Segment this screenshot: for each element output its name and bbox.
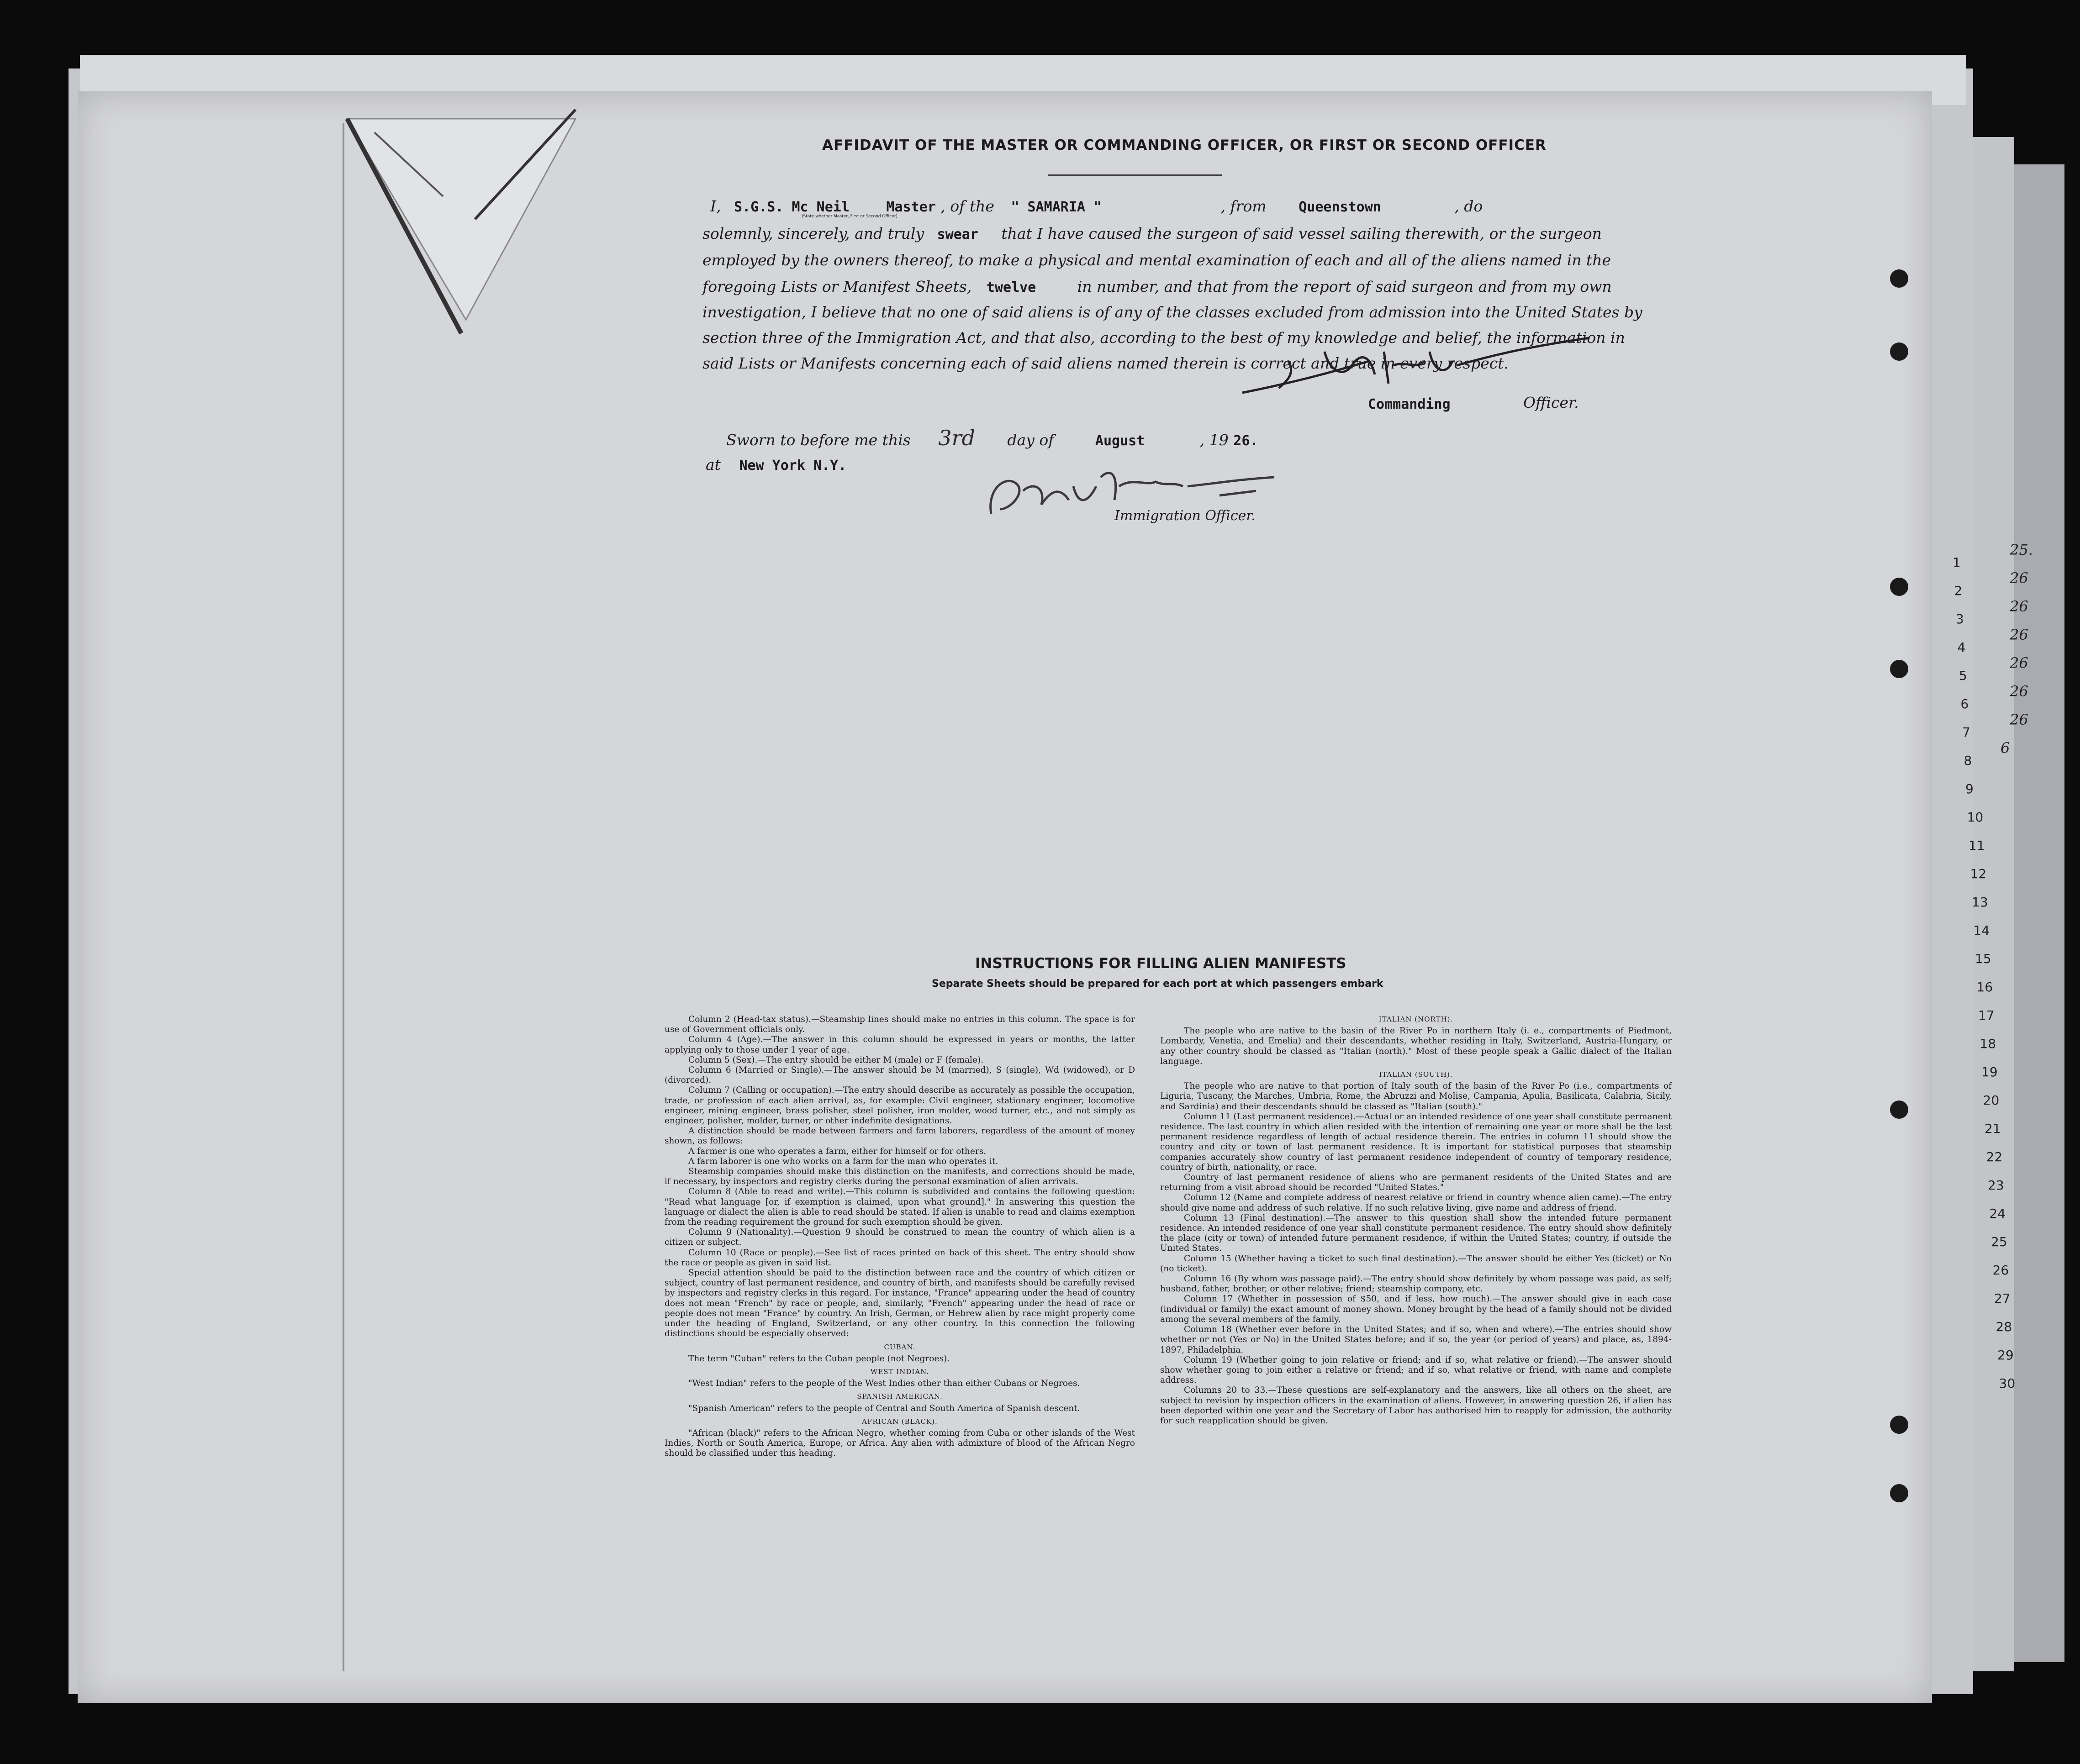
instruction-paragraph: Column 17 (Whether in possession of $50, and if less, how much).—The answer should give in each case (individual or family) the exact amount of money shown. Money brought by the head of a family should not be divided among the several members of the family. [1160,1294,1672,1324]
officer-rank: Master [886,199,936,215]
affidavit-line-4 [702,278,1612,295]
affidavit-line-6: section three of the Immigration Act, and that also, according to the best of my knowledge and belief, the information in [702,329,1625,347]
row-number: 4 [1957,640,1966,655]
instruction-paragraph: The people who are native to the basin of the River Po in northern Italy (i. e., compartments of Piedmont, Lombardy, Venetia, and Emelia) and their descendants, whether residing in Italy, Switzerland, Austria-Hungary, or any other country should be classed as "Italian (north)." Most of these people speak a Gallic dialect of the Italian language. [1160,1026,1672,1066]
instruction-paragraph: Column 19 (Whether going to join relative or friend; and if so, what relative or friend).—The answer should show whether going to join either a relative or friend; and if so, what relative or friend, with name and complete address. [1160,1355,1672,1385]
row-number: 11 [1969,838,1985,853]
sworn-year: 26. [1233,433,1258,449]
instruction-paragraph: Columns 20 to 33.—These questions are self-explanatory and the answers, like all others on the sheet, are subject to revision by inspection officers in the examination of aliens. However, in answering question 26, if alien has been deported within one year and the Secretary of Labor has authorised him to reapply for admission, the authority for such reapplication should be given. [1160,1385,1672,1426]
instruction-paragraph: The people who are native to that portion of Italy south of the basin of the River Po (i.e., compartments of Liguria, Tuscany, the Marches, Umbria, Rome, the Abruzzi and Molise, Campania, Apulia, Basilicata, Calabria, Sicily, and Sardinia) and their descendants should be classed as "Italian (south)." [1160,1081,1672,1111]
section-heading: AFRICAN (BLACK). [862,1417,938,1426]
margin-annotation: 26 [2010,711,2028,728]
instruction-paragraph: A farmer is one who operates a farm, either for himself or for others. [688,1146,987,1156]
row-number: 23 [1988,1178,2004,1193]
instruction-paragraph: Column 9 (Nationality).—Question 9 should be construed to mean the country of which alien is a citizen or subject. [665,1227,1135,1248]
sworn-day: 3rd [938,426,975,450]
folded-corner-mark [338,105,630,342]
row-number: 2 [1954,583,1963,598]
instruction-paragraph: Steamship companies should make this distinction on the manifests, and corrections should be made, if necessary, by inspectors and registry clerks during the personal examination of alien arrivals. [665,1167,1135,1187]
instructions-right-column [1160,1011,1672,1426]
row-number: 9 [1965,781,1974,796]
margin-annotation: 6 [2001,739,2010,757]
row-number: 21 [1985,1121,2001,1136]
text: foregoing Lists or Manifest Sheets, [702,278,972,295]
departure-port: Queenstown [1299,199,1381,215]
instruction-paragraph: A farm laborer is one who works on a farm for the man who operates it. [688,1156,998,1166]
text: day of [1007,431,1054,449]
oath-word: swear [937,226,978,242]
title-rule [1048,174,1222,176]
sworn-line [726,426,1258,450]
margin-annotation: 26 [2010,683,2028,700]
instruction-paragraph: Column 10 (Race or people).—See list of races printed on back of this sheet. The entry should show the race or people as given in said list. [665,1248,1135,1268]
row-number: 28 [1996,1319,2012,1334]
place-line [706,456,846,474]
text: at [706,456,721,474]
section-heading: ITALIAN (NORTH). [1378,1015,1453,1023]
officer-name: S.G.S. Mc Neil [734,199,850,215]
affidavit-line-3: employed by the owners thereof, to make a physical and mental examination of each and all of the aliens named in the [702,251,1611,269]
officer-word: Officer. [1523,394,1579,411]
instruction-paragraph: Column 8 (Able to read and write).—This column is subdivided and contains the following question: "Read what language [or, if exemption is claimed, upon what ground]." In answering this question the language or dialect the alien is able to read should be stated. If alien is unable to read and claims exemption from the reading requirement the ground for such exemption should be given. [665,1187,1135,1227]
instruction-paragraph: Column 18 (Whether ever before in the United States; and if so, when and where).—The entries should show whether or not (Yes or No) in the United States before; and if so, the year (or period of years) and place, as, 1894-1897, Philadelphia. [1160,1325,1672,1355]
rank-hint: (State whether Master, First or Second Officer) [802,214,897,219]
text: , from [1220,197,1267,215]
alien-count: twelve [986,279,1036,295]
instruction-paragraph: The term "Cuban" refers to the Cuban people (not Negroes). [688,1353,950,1364]
margin-annotation: 25. [2010,541,2033,558]
instruction-paragraph: A distinction should be made between farmers and farm laborers, regardless of the amount of money shown, as follows: [665,1126,1135,1146]
text: , 19 [1199,431,1229,449]
margin-annotation: 26 [2010,626,2028,643]
row-number: 19 [1981,1064,1998,1079]
instruction-paragraph: Column 11 (Last permanent residence).—Actual or an intended residence of one year shall constitute permanent residence. The last country in which alien resided with the intention of remaining one year or more shall be the last permanent residence regardless of length of actual residence therein. The entries in column 11 should show the country and city or town of last permanent residence. It is important for statistical purposes that steamship companies accurately show country of last permanent residence independent of country of temporary residence, country of birth, nationality, or race. [1160,1111,1672,1172]
row-number: 26 [1992,1263,2009,1278]
instructions-left-column [665,1015,1135,1459]
row-number: 12 [1970,866,1987,881]
margin-annotation: 26 [2010,569,2028,587]
text: I, [710,197,721,215]
row-number: 29 [1997,1348,2014,1363]
row-number: 20 [1983,1093,2000,1108]
page-fold-line [343,123,344,1671]
instruction-paragraph: Column 12 (Name and complete address of nearest relative or friend in country whence alien came).—The entry should give name and address of such relative. If no such relative living, give name and address of friend. [1160,1193,1672,1213]
row-number: 15 [1975,951,1991,966]
section-heading: CUBAN. [884,1343,916,1351]
ship-name: " SAMARIA " [1011,199,1102,215]
section-heading: ITALIAN (SOUTH). [1379,1070,1453,1079]
row-number: 14 [1973,923,1990,938]
row-number: 25 [1991,1234,2007,1249]
row-number: 18 [1980,1036,1996,1051]
instruction-paragraph: Column 4 (Age).—The answer in this column should be expressed in years or months, the latter applying only to those under 1 year of age. [665,1035,1135,1055]
instruction-paragraph: "West Indian" refers to the people of the West Indies other than either Cubans or Negroes. [688,1379,1080,1389]
row-number: 24 [1989,1206,2006,1221]
instruction-paragraph: Column 16 (By whom was passage paid).—The entry should show definitely by whom passage was paid, as self; husband, father, brother, or other relative; friend; steamship company, etc. [1160,1274,1672,1294]
text: solemnly, sincerely, and truly [702,225,924,242]
row-number: 1 [1953,555,1961,570]
instruction-paragraph: Column 13 (Final destination).—The answer to this question shall show the intended future permanent residence. An intended residence of one year shall constitute permanent residence. The entry should show definitely the place (city or town) of intended future permanent residence, if within the United States; country, if outside the United States. [1160,1213,1672,1253]
sworn-month: August [1095,433,1145,449]
row-number: 17 [1978,1008,1995,1023]
affidavit-line-7: said Lists or Manifests concerning each of said aliens named therein is correct and true in every respect. [702,354,1509,372]
text: that I have caused the surgeon of said vessel sailing therewith, or the surgeon [1001,225,1602,242]
sworn-place: New York N.Y. [739,458,847,474]
instruction-paragraph: Column 2 (Head-tax status).—Steamship lines should make no entries in this column. The space is for use of Government officials only. [665,1015,1135,1035]
row-number: 8 [1964,753,1972,768]
instructions-subtitle: Separate Sheets should be prepared for each port at which passengers embark [932,978,1383,990]
affidavit-title: AFFIDAVIT OF THE MASTER OR COMMANDING OFFICER, OR FIRST OR SECOND OFFICER [822,137,1547,153]
margin-annotation: 26 [2010,654,2028,672]
immigration-officer-label: Immigration Officer. [1114,508,1256,524]
row-number: 27 [1994,1291,2011,1306]
master-signature [1233,333,1599,402]
affidavit-line-5: investigation, I believe that no one of said aliens is of any of the classes excluded from admission into the United States by [702,303,1642,321]
text: in number, and that from the report of said surgeon and from my own [1077,278,1612,295]
section-heading: SPANISH AMERICAN. [857,1392,943,1401]
instruction-paragraph: "African (black)" refers to the African Negro, whether coming from Cuba or other islands of the West Indies, North or South America, Europe, or Africa. Any alien with admixture of blood of the African Negro should be classified under this heading. [665,1428,1135,1459]
row-number: 22 [1986,1149,2003,1164]
instruction-paragraph: Column 15 (Whether having a ticket to such final destination).—The answer should be either Yes (ticket) or No (no ticket). [1160,1253,1672,1274]
instruction-paragraph: Column 7 (Calling or occupation).—The entry should describe as accurately as possible the occupation, trade, or profession of each alien arrival, as, for example: Civil engineer, stationary engineer, locomotive engineer, mining engineer, brass polisher, steel polisher, iron molder, wood turner, etc., and not simply as engineer, polisher, molder, turner, or other indefinite designations. [665,1085,1135,1126]
affidavit-line-1 [710,197,1483,215]
affidavit-line-2 [702,225,1602,242]
row-number: 6 [1960,696,1969,711]
instructions-title: INSTRUCTIONS FOR FILLING ALIEN MANIFESTS [975,955,1346,972]
officer-role: Commanding [1368,396,1451,412]
text: Sworn to before me this [726,431,911,449]
row-number: 13 [1972,895,1988,910]
margin-annotation: 26 [2010,598,2028,615]
row-number: 3 [1956,611,1964,627]
row-number: 7 [1962,725,1970,740]
instruction-paragraph: Column 5 (Sex).—The entry should be either M (male) or F (female). [688,1055,984,1065]
text: , do [1454,197,1483,215]
row-number: 5 [1959,668,1967,683]
text: , of the [940,197,994,215]
instruction-paragraph: Column 6 (Married or Single).—The answer should be M (married), S (single), Wd (widowed), or D (divorced). [665,1065,1135,1085]
section-heading: WEST INDIAN. [870,1367,929,1376]
row-number: 30 [1999,1376,2016,1391]
instruction-paragraph: Country of last permanent residence of aliens who are permanent residents of the United States and are returning from a visit abroad should be recorded "United States." [1160,1173,1672,1193]
row-number: 10 [1967,810,1984,825]
instruction-paragraph: "Spanish American" refers to the people of Central and South America of Spanish descent. [688,1403,1080,1413]
row-number: 16 [1976,979,1993,995]
instruction-paragraph: Special attention should be paid to the distinction between race and the country of which citizen or subject, country of last permanent residence, and country of birth, and manifests should be carefully revised by inspectors and registry clerks in this regard. For instance, "France" appearing under the head of country does not mean "French" by race or people, and, similarly, "French" appearing under the head of race or people does not mean "France" by country. An Irish, German, or Hebrew alien by race might properly come under the heading of England, Switzerland, or any other country. In this connection the following distinctions should be especially observed: [665,1268,1135,1339]
